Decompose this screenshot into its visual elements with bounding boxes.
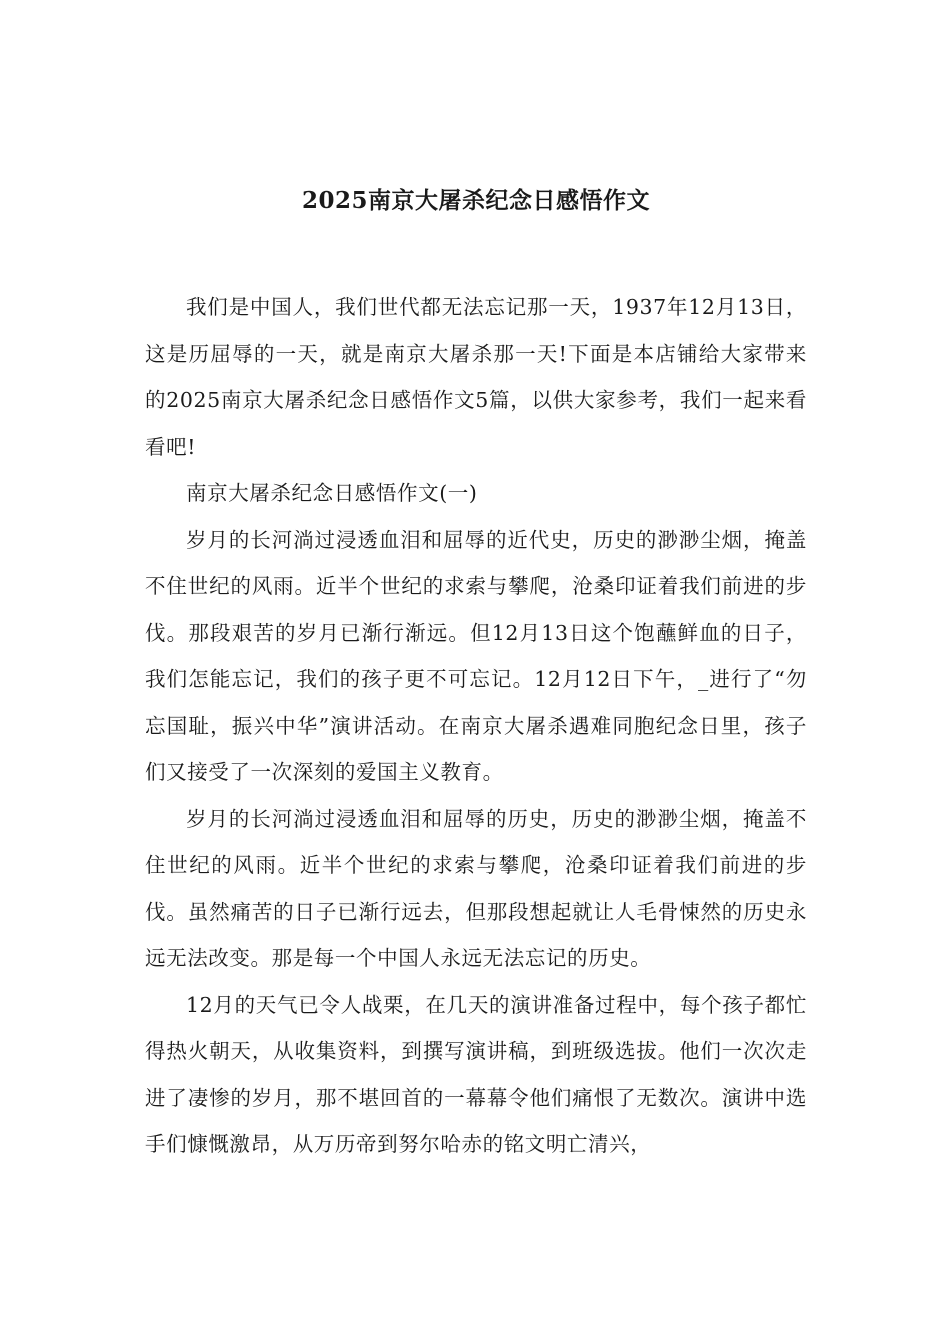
intro-paragraph: 我们是中国人，我们世代都无法忘记那一天，1937年12月13日，这是历屈辱的一天，就是南京大屠杀那一天!下面是本店铺给大家带来的2025南京大屠杀纪念日感悟作文5篇，以供大家参考，我们一起来看看吧! [145, 295, 807, 459]
document-body [145, 284, 807, 1168]
section-heading: 南京大屠杀纪念日感悟作文(一) [186, 481, 478, 505]
body-paragraph: 12月的天气已令人战栗，在几天的演讲准备过程中，每个孩子都忙得热火朝天，从收集资料，到撰写演讲稿，到班级选拔。他们一次次走进了凄惨的岁月，那不堪回首的一幕幕令他们痛恨了无数次。演讲中选手们慷慨激昂，从万历帝到努尔哈赤的铭文明亡清兴， [145, 992, 807, 1156]
body-paragraph: 岁月的长河淌过浸透血泪和屈辱的近代史，历史的渺渺尘烟，掩盖不住世纪的风雨。近半个世纪的求索与攀爬，沧桑印证着我们前进的步伐。那段艰苦的岁月已渐行渐远。但12月13日这个饱蘸鲜血的日子，我们怎能忘记，我们的孩子更不可忘记。12月12日下午，_进行了“勿忘国耻，振兴中华”演讲活动。在南京大屠杀遇难同胞纪念日里，孩子们又接受了一次深刻的爱国主义教育。 [145, 527, 807, 784]
document-page [145, 0, 807, 1344]
body-paragraph: 岁月的长河淌过浸透血泪和屈辱的历史，历史的渺渺尘烟，掩盖不住世纪的风雨。近半个世纪的求索与攀爬，沧桑印证着我们前进的步伐。虽然痛苦的日子已渐行远去，但那段想起就让人毛骨悚然的历史永远无法改变。那是每一个中国人永远无法忘记的历史。 [145, 806, 807, 970]
document-title: 2025南京大屠杀纪念日感悟作文 [301, 187, 650, 214]
